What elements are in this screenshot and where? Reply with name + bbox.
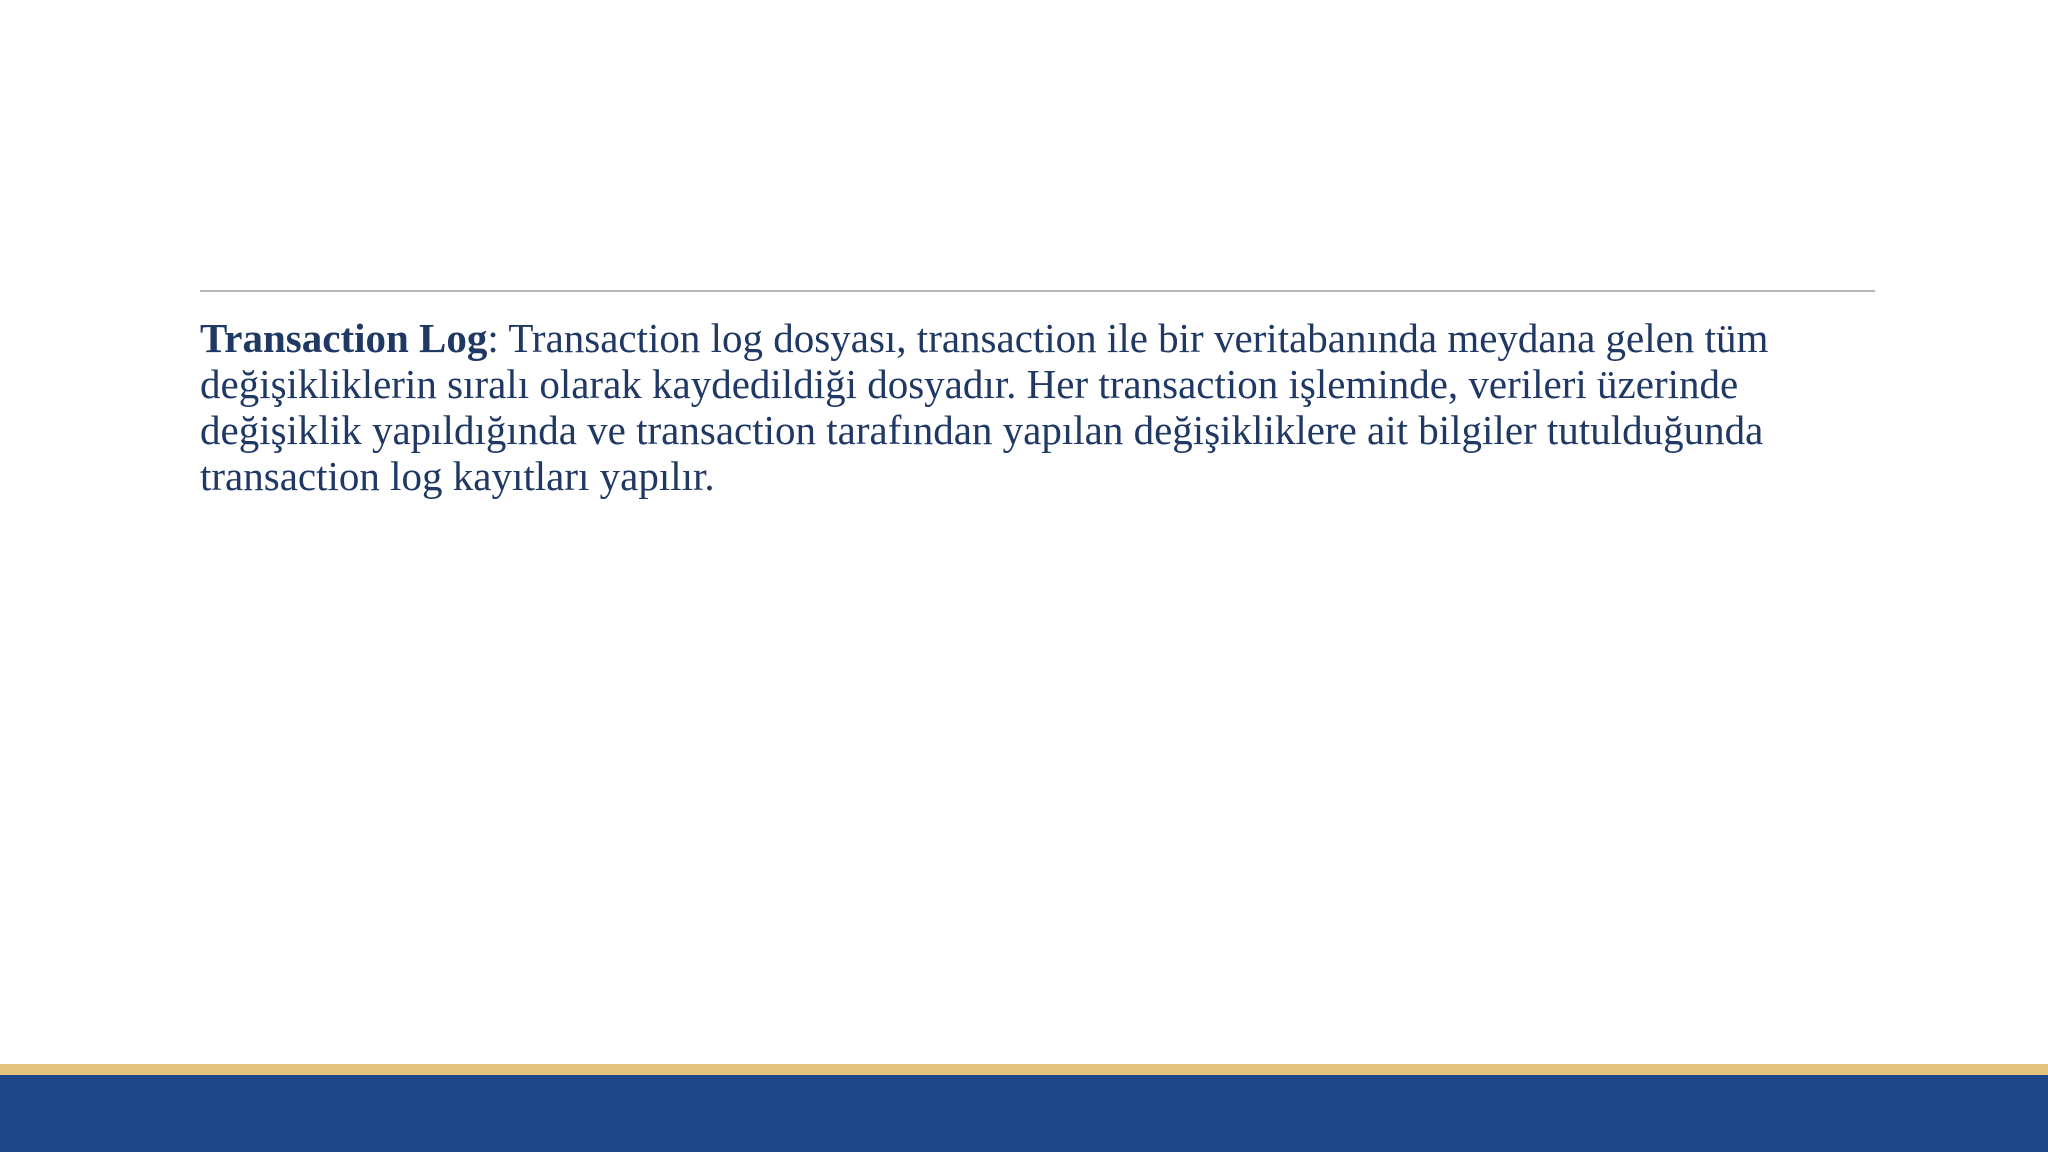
definition-paragraph (200, 315, 1890, 499)
term-label: Transaction Log (200, 315, 488, 361)
footer-blue-band (0, 1075, 2048, 1152)
title-divider-line (200, 290, 1875, 292)
definition-line-2: değişikliklerin sıralı olarak kaydedildiği dosyadır. Her transaction işleminde, verileri üzerinde (200, 361, 1739, 407)
definition-line-3: değişiklik yapıldığında ve transaction tarafından yapılan değişikliklere ait bilgiler tutulduğunda (200, 407, 1764, 453)
definition-line-4: transaction log kayıtları yapılır. (200, 453, 715, 499)
definition-line-1: Transaction log dosyası, transaction ile bir veritabanında meydana gelen tüm (498, 315, 1769, 361)
footer-gold-stripe (0, 1064, 2048, 1075)
term-separator: : (487, 315, 499, 361)
